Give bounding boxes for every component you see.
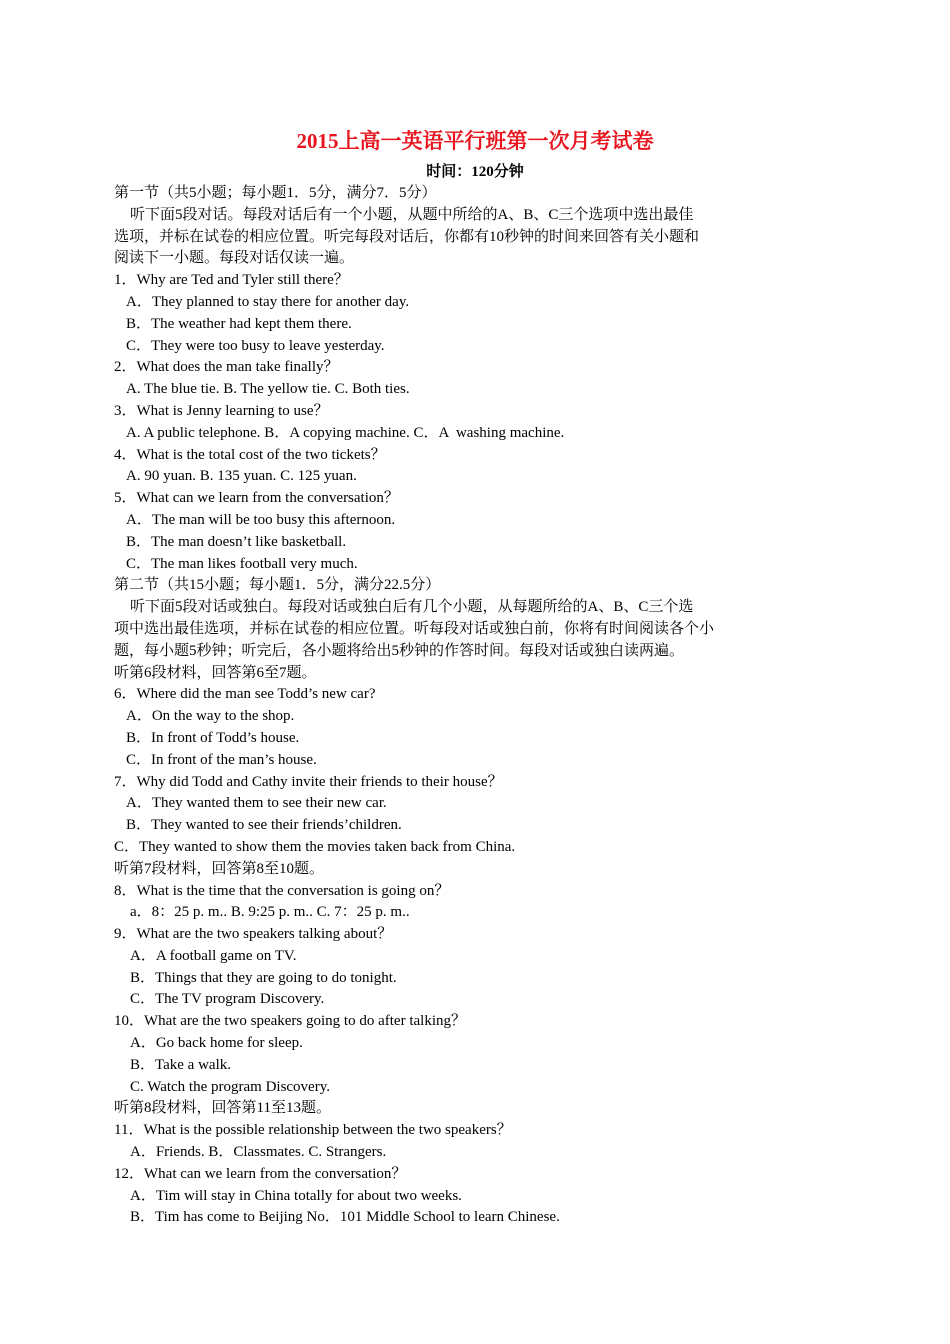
text-line: 4．What is the total cost of the two tickets？ [114,446,386,463]
text-line: C. Watch the program Discovery. [130,1078,330,1095]
text-line: A．On the way to the shop. [126,708,295,725]
text-line: 7．Why did Todd and Cathy invite their friends to their house？ [114,773,503,790]
text-line: B．In front of Todd’s house. [126,729,300,746]
text-line: A．A football game on TV. [130,947,297,964]
text-line: 6．Where did the man see Todd’s new car? [114,686,376,703]
text-line: 选项，并标在试卷的相应位置。听完每段对话后，你都有10秒钟的时间来回答有关小题和 [114,228,700,245]
text-line: 1．Why are Ted and Tyler still there？ [114,272,349,289]
exam-title: 2015上高一英语平行班第一次月考试卷 [296,129,654,153]
text-line: B．Things that they are going to do tonight. [130,969,397,986]
text-line: 题，每小题5秒钟；听完后，各小题将给出5秒钟的作答时间。每段对话或独白读两遍。 [114,642,685,659]
text-line: A．They planned to stay there for another day. [126,293,410,310]
text-line: A．The man will be too busy this afternoon. [126,511,396,528]
text-line: a．8：25 p. m.. B. 9:25 p. m.. C. 7：25 p. m.. [130,904,410,921]
text-line: C．The man likes football very much. [126,555,358,572]
text-line: A. 90 yuan. B. 135 yuan. C. 125 yuan. [126,468,357,485]
text-line: C．The TV program Discovery. [130,991,325,1008]
text-line: 第一节（共5小题；每小题1．5分，满分7．5分） [114,185,437,201]
text-line: 3．What is Jenny learning to use？ [114,402,329,419]
text-line: B．The man doesn’t like basketball. [126,533,347,550]
text-line: 12．What can we learn from the conversation？ [114,1165,407,1182]
text-line: 听第6段材料，回答第6至7题。 [114,664,317,681]
text-line: A．They wanted them to see their new car. [126,795,387,812]
text-line: 10．What are the two speakers going to do after talking？ [114,1013,466,1030]
text-line: A．Tim will stay in China totally for about two weeks. [130,1187,462,1204]
text-line: 听第7段材料，回答第8至10题。 [114,860,325,877]
text-line: B．They wanted to see their friends’children. [126,817,402,834]
text-line: B．Tim has come to Beijing No．101 Middle School to learn Chinese. [130,1209,560,1226]
text-line: 第二节（共15小题；每小题1．5分，满分22.5分） [114,577,441,594]
text-line: 11．What is the possible relationship between the two speakers？ [114,1122,512,1139]
text-line: 项中选出最佳选项，并标在试卷的相应位置。听每段对话或独白前，你将有时间阅读各个小 [114,620,715,637]
text-line: A．Friends. B．Classmates. C. Strangers. [130,1144,387,1161]
text-line: B．The weather had kept them there. [126,315,352,332]
text-line: A. The blue tie. B. The yellow tie. C. Both ties. [126,381,410,398]
text-line: C．In front of the man’s house. [126,751,317,768]
text-line: B．Take a walk. [130,1056,232,1073]
text-line: 2．What does the man take finally？ [114,359,339,376]
text-line: 阅读下一小题。每段对话仅读一遍。 [114,250,355,267]
text-line: C．They were too busy to leave yesterday. [126,337,385,354]
text-line: 8．What is the time that the conversation is going on？ [114,882,450,899]
exam-body [114,183,794,1229]
exam-time: 时间：120分钟 [426,164,524,180]
text-line: 5．What can we learn from the conversation？ [114,490,399,507]
text-line: A. A public telephone. B．A copying machine. C．A washing machine. [126,424,565,441]
text-line: 听下面5段对话或独白。每段对话或独白后有几个小题，从每题所给的A、B、C三个选 [130,599,694,616]
text-line: 听第8段材料，回答第11至13题。 [114,1100,331,1117]
text-line: C．They wanted to show them the movies taken back from China. [114,838,516,855]
text-line: 9．What are the two speakers talking about？ [114,926,393,943]
text-line: 听下面5段对话。每段对话后有一个小题，从题中所给的A、B、C三个选项中选出最佳 [130,206,694,223]
text-line: A．Go back home for sleep. [130,1035,303,1052]
